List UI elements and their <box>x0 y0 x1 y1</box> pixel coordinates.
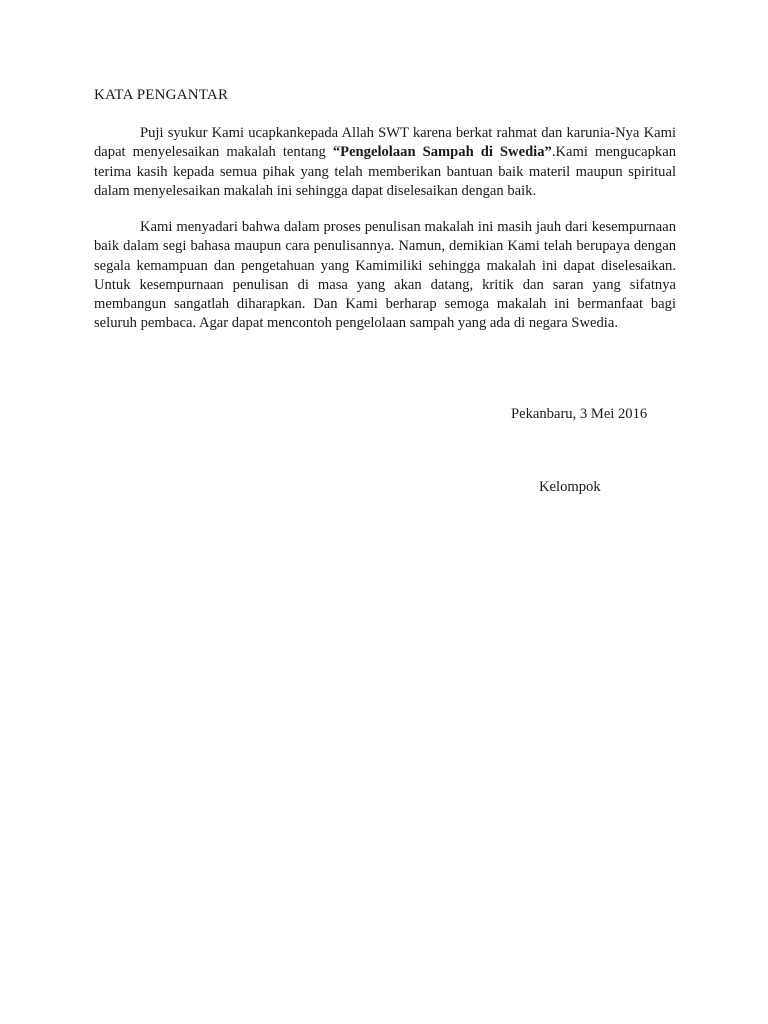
page-title: KATA PENGANTAR <box>94 87 229 103</box>
paragraph-1-text-after-title: .Kami mengucapkan terima kasih kepada semua pihak yang telah memberikan bantuan baik materil maupun spiritual dalam menyelesaikan makalah ini sehingga dapat diselesaikan dengan baik. <box>94 144 676 199</box>
signer-name: Kelompok <box>539 479 601 495</box>
paragraph-acknowledgement <box>94 124 676 201</box>
paragraph-apology: Kami menyadari bahwa dalam proses penulisan makalah ini masih jauh dari kesempurnaan baik dalam segi bahasa maupun cara penulisannya. Namun, demikian Kami telah berupaya dengan segala kemampuan dan pengetahuan yang Kamimiliki sehingga makalah ini dapat diselesaikan. Untuk kesempurnaan penulisan di masa yang akan datang, kritik dan saran yang sifatnya membangun sangatlah diharapkan. Dan Kami berharap semoga makalah ini bermanfaat bagi seluruh pembaca. Agar dapat mencontoh pengelolaan sampah yang ada di negara Swedia. <box>94 219 676 332</box>
paragraph-1-text-before-title: Puji syukur Kami ucapkankepada Allah SWT karena berkat rahmat dan karunia-Nya Kami dapat menyelesaikan makalah tentang <box>94 125 676 161</box>
paper-title: “Pengelolaan Sampah di Swedia” <box>332 144 552 161</box>
place-and-date: Pekanbaru, 3 Mei 2016 <box>511 406 648 422</box>
